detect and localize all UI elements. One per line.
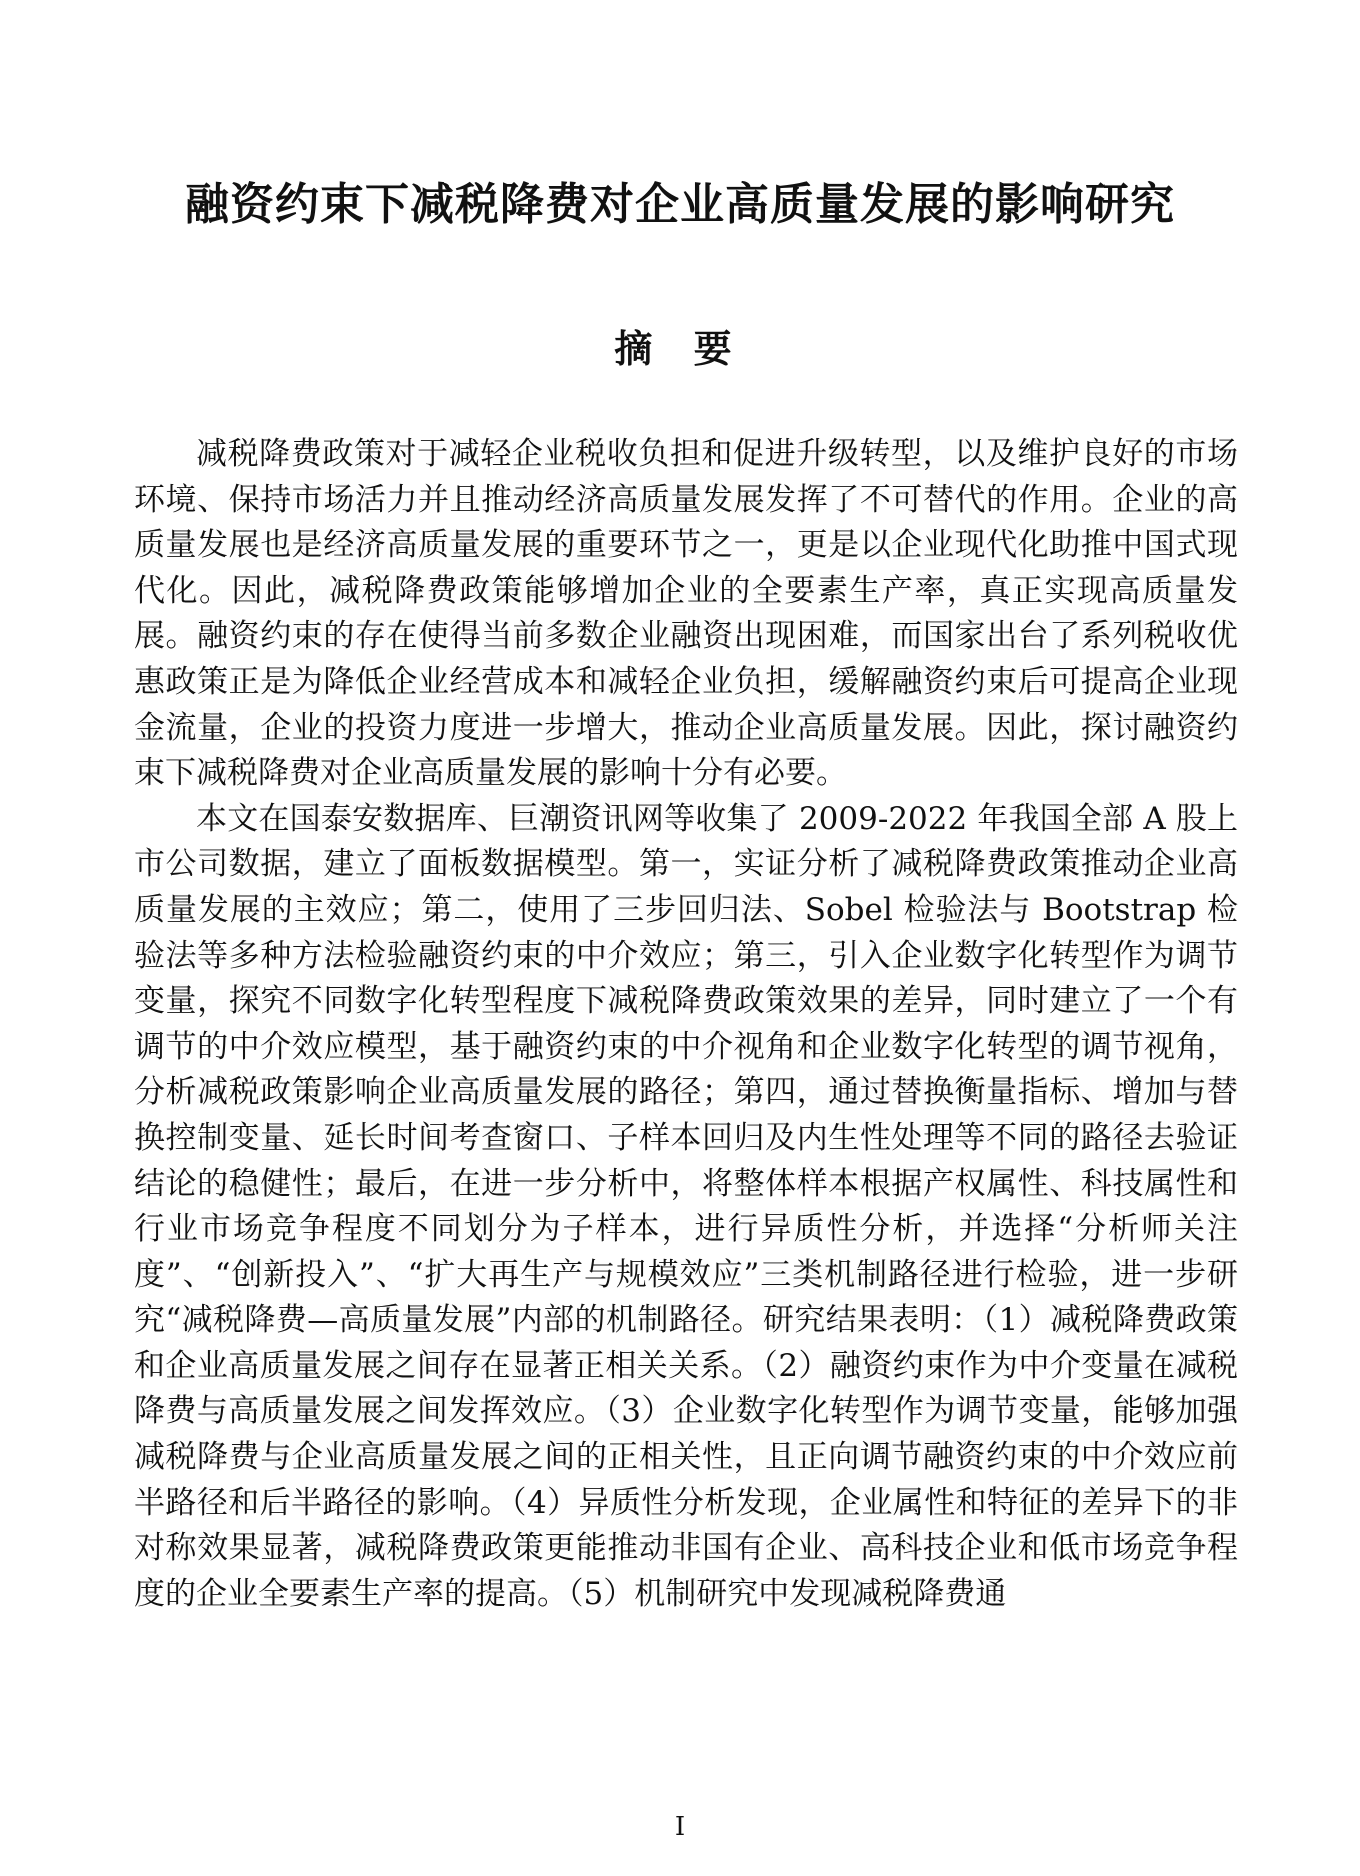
document-title: 融资约束下减税降费对企业高质量发展的影响研究 [185,179,1175,230]
abstract-body [134,432,1238,1617]
abstract-heading: 摘 要 [614,326,746,371]
abstract-paragraph-1: 减税降费政策对于减轻企业税收负担和促进升级转型，以及维护良好的市场环境、保持市场活力并且推动经济高质量发展发挥了不可替代的作用。企业的高质量发展也是经济高质量发展的重要环节之一，更是以企业现代化助推中国式现代化。因此，减税降费政策能够增加企业的全要素生产率，真正实现高质量发展。融资约束的存在使得当前多数企业融资出现困难，而国家出台了系列税收优惠政策正是为降低企业经营成本和减轻企业负担，缓解融资约束后可提高企业现金流量，企业的投资力度进一步增大，推动企业高质量发展。因此，探讨融资约束下减税降费对企业高质量发展的影响十分有必要。 [134,436,1238,792]
page-number: I [674,1812,686,1842]
abstract-paragraph-2: 本文在国泰安数据库、巨潮资讯网等收集了 2009-2022 年我国全部 A 股上市公司数据，建立了面板数据模型。第一，实证分析了减税降费政策推动企业高质量发展的主效应；第二，使用了三步回归法、Sobel 检验法与 Bootstrap 检验法等多种方法检验融资约束的中介效应；第三，引入企业数字化转型作为调节变量，探究不同数字化转型程度下减税降费政策效果的差异，同时建立了一个有调节的中介效应模型，基于融资约束的中介视角和企业数字化转型的调节视角，分析减税政策影响企业高质量发展的路径；第四，通过替换衡量指标、增加与替换控制变量、延长时间考查窗口、子样本回归及内生性处理等不同的路径去验证结论的稳健性；最后，在进一步分析中，将整体样本根据产权属性、科技属性和行业市场竞争程度不同划分为子样本，进行异质性分析，并选择“分析师关注度”、“创新投入”、“扩大再生产与规模效应”三类机制路径进行检验，进一步研究“减税降费—高质量发展”内部的机制路径。研究结果表明：（1）减税降费政策和企业高质量发展之间存在显著正相关关系。（2）融资约束作为中介变量在减税降费与高质量发展之间发挥效应。（3）企业数字化转型作为调节变量，能够加强减税降费与企业高质量发展之间的正相关性，且正向调节融资约束的中介效应前半路径和后半路径的影响。（4）异质性分析发现，企业属性和特征的差异下的非对称效果显著，减税降费政策更能推动非国有企业、高科技企业和低市场竞争程度的企业全要素生产率的提高。（5）机制研究中发现减税降费通 [134,800,1238,1612]
